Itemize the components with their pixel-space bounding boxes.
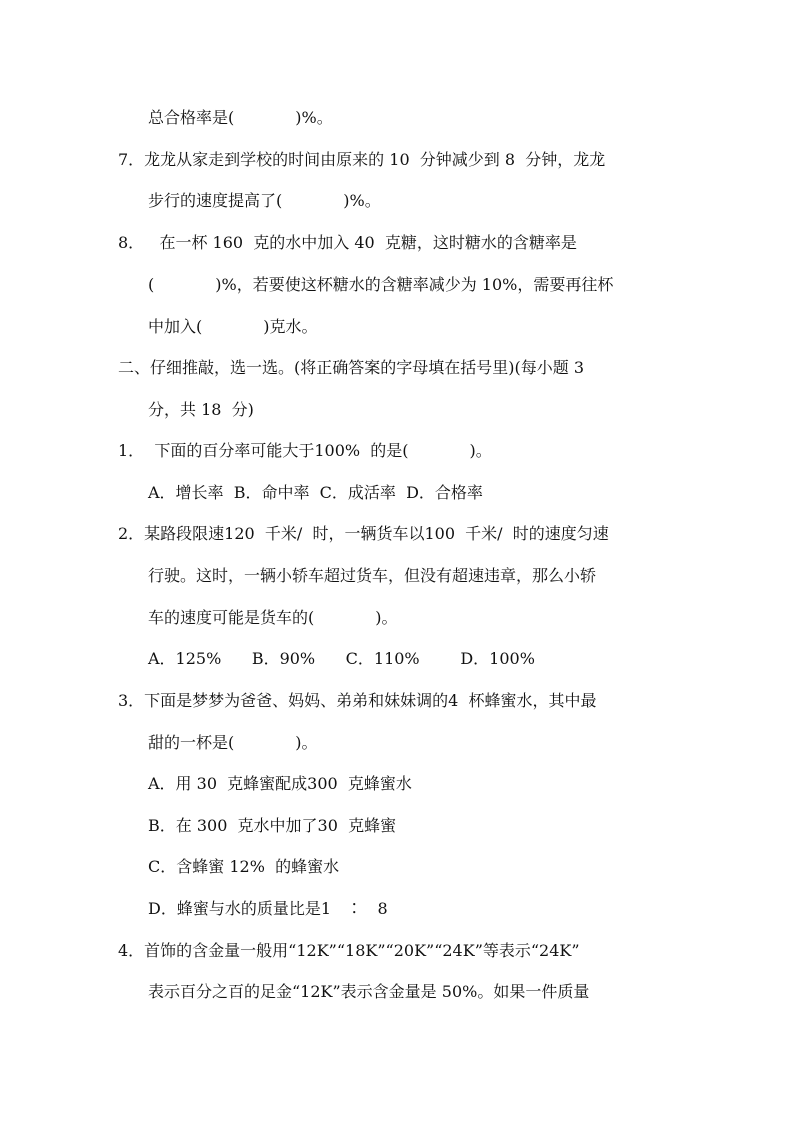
mc-question-3-line-1: 3．下面是梦梦为爸爸、妈妈、弟弟和妹妹调的4 杯蜂蜜水，其中最 xyxy=(118,691,597,710)
question-8-line-2: ( )%，若要使这杯糖水的含糖率减少为 10%，需要再往杯 xyxy=(148,275,614,294)
mc-question-4-line-2: 表示百分之百的足金“12K”表示含金量是 50%。如果一件质量 xyxy=(148,982,590,1001)
mc-question-3-option-a: A．用 30 克蜂蜜配成300 克蜂蜜水 xyxy=(148,774,412,793)
section-2-heading: 二、仔细推敲，选一选。(将正确答案的字母填在括号里)(每小题 3 xyxy=(118,358,584,377)
question-8-line-1: 8． 在一杯 160 克的水中加入 40 克糖，这时糖水的含糖率是 xyxy=(118,233,577,252)
mc-question-3-option-d: D．蜂蜜与水的质量比是1 ∶ 8 xyxy=(148,899,388,918)
mc-question-2-options: A．125% B．90% C．110% D．100% xyxy=(148,649,535,668)
mc-question-3-option-b: B．在 300 克水中加了30 克蜂蜜 xyxy=(148,816,397,835)
mc-question-1: 1． 下面的百分率可能大于100% 的是( )。 xyxy=(118,441,492,460)
mc-question-3-line-2: 甜的一杯是( )。 xyxy=(148,733,318,752)
question-8-line-3: 中加入( )克水。 xyxy=(148,317,318,336)
mc-question-4-line-1: 4．首饰的含金量一般用“12K”“18K”“20K”“24K”等表示“24K” xyxy=(118,941,580,960)
mc-question-2-line-3: 车的速度可能是货车的( )。 xyxy=(148,608,398,627)
section-2-heading-cont: 分，共 18 分) xyxy=(148,400,254,419)
question-7-line-1: 7．龙龙从家走到学校的时间由原来的 10 分钟减少到 8 分钟，龙龙 xyxy=(118,150,606,169)
mc-question-1-options: A．增长率 B．命中率 C．成活率 D．合格率 xyxy=(148,483,483,502)
text-line: 总合格率是( )%。 xyxy=(148,108,333,127)
mc-question-2-line-2: 行驶。这时，一辆小轿车超过货车，但没有超速违章，那么小轿 xyxy=(148,566,597,585)
mc-question-2-line-1: 2．某路段限速120 千米/ 时，一辆货车以100 千米/ 时的速度匀速 xyxy=(118,524,609,543)
mc-question-3-option-c: C．含蜂蜜 12% 的蜂蜜水 xyxy=(148,857,340,876)
question-7-line-2: 步行的速度提高了( )%。 xyxy=(148,191,381,210)
